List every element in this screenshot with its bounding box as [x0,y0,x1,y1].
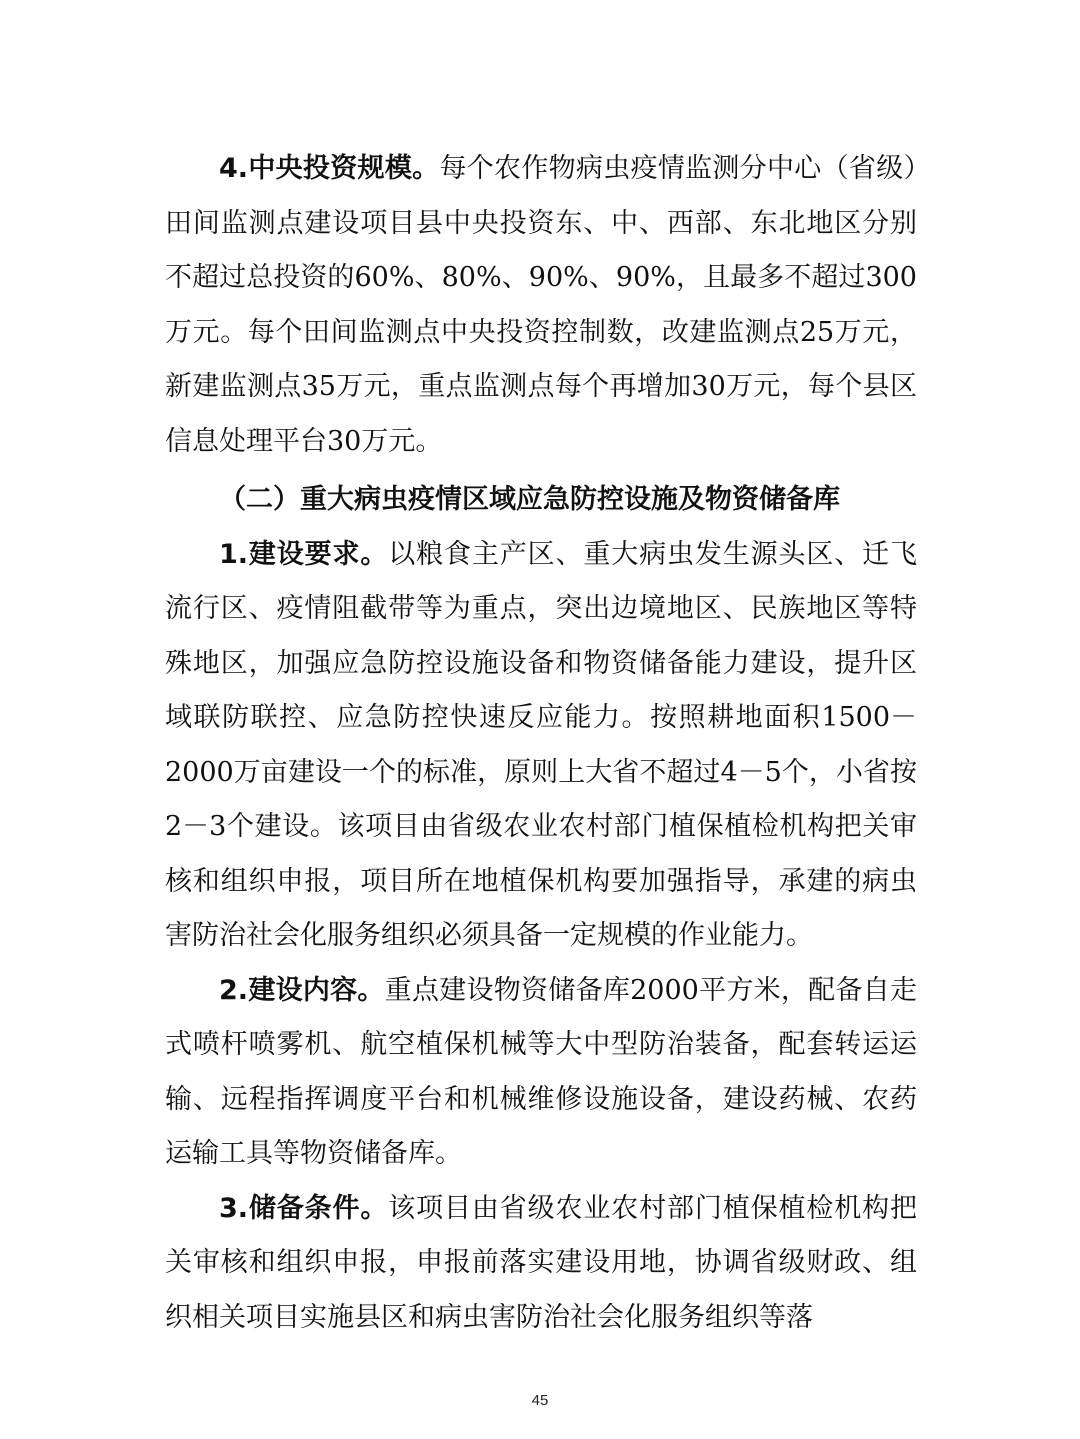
paragraph-content [165,964,917,1182]
paragraph-central-investment [165,142,917,469]
paragraph-reserve [165,1182,917,1346]
section-heading-two: （二）重大病虫疫情区域应急防控设施及物资储备库 [219,484,840,515]
document-page [165,142,917,1345]
body-requirements: 以粮食主产区、重大病虫发生源头区、迁飞流行区、疫情阻截带等为重点，突出边境地区、民族地区等特殊地区，加强应急防控设施设备和物资储备能力建设，提升区域联防联控、应急防控快速反应能力。按照耕地面积1500－2000万亩建设一个的标准，原则上大省不超过4－5个，小省按2－3个建设。该项目由省级农业农村部门植保植检机构把关审核和组织申报，项目所在地植保机构要加强指导，承建的病虫害防治社会化服务组织必须具备一定规模的作业能力。 [165,538,918,951]
paragraph-requirements [165,528,917,964]
body-content: 重点建设物资储备库2000平方米，配备自走式喷杆喷雾机、航空植保机械等大中型防治装备，配套转运运输、远程指挥调度平台和机械维修设施设备，建设药械、农药运输工具等物资储备库。 [165,974,917,1169]
lead-central-investment: 4.中央投资规模。 [219,153,440,184]
lead-requirements: 1.建设要求。 [219,538,389,570]
body-reserve: 该项目由省级农业农村部门植保植检机构把关审核和组织申报，申报前落实建设用地，协调省级财政、组织相关项目实施县区和病虫害防治社会化服务组织等落 [165,1192,918,1333]
lead-reserve: 3.储备条件。 [219,1192,389,1224]
lead-content: 2.建设内容。 [219,974,385,1006]
page-number: 45 [531,1392,549,1409]
body-central-investment: 每个农作物病虫疫情监测分中心（省级）田间监测点建设项目县中央投资东、中、西部、东北地区分别不超过总投资的60%、80%、90%、90%，且最多不超过300万元。每个田间监测点中央投资控制数，改建监测点25万元，新建监测点35万元，重点监测点每个再增加30万元，每个县区信息处理平台30万元。 [165,153,918,457]
